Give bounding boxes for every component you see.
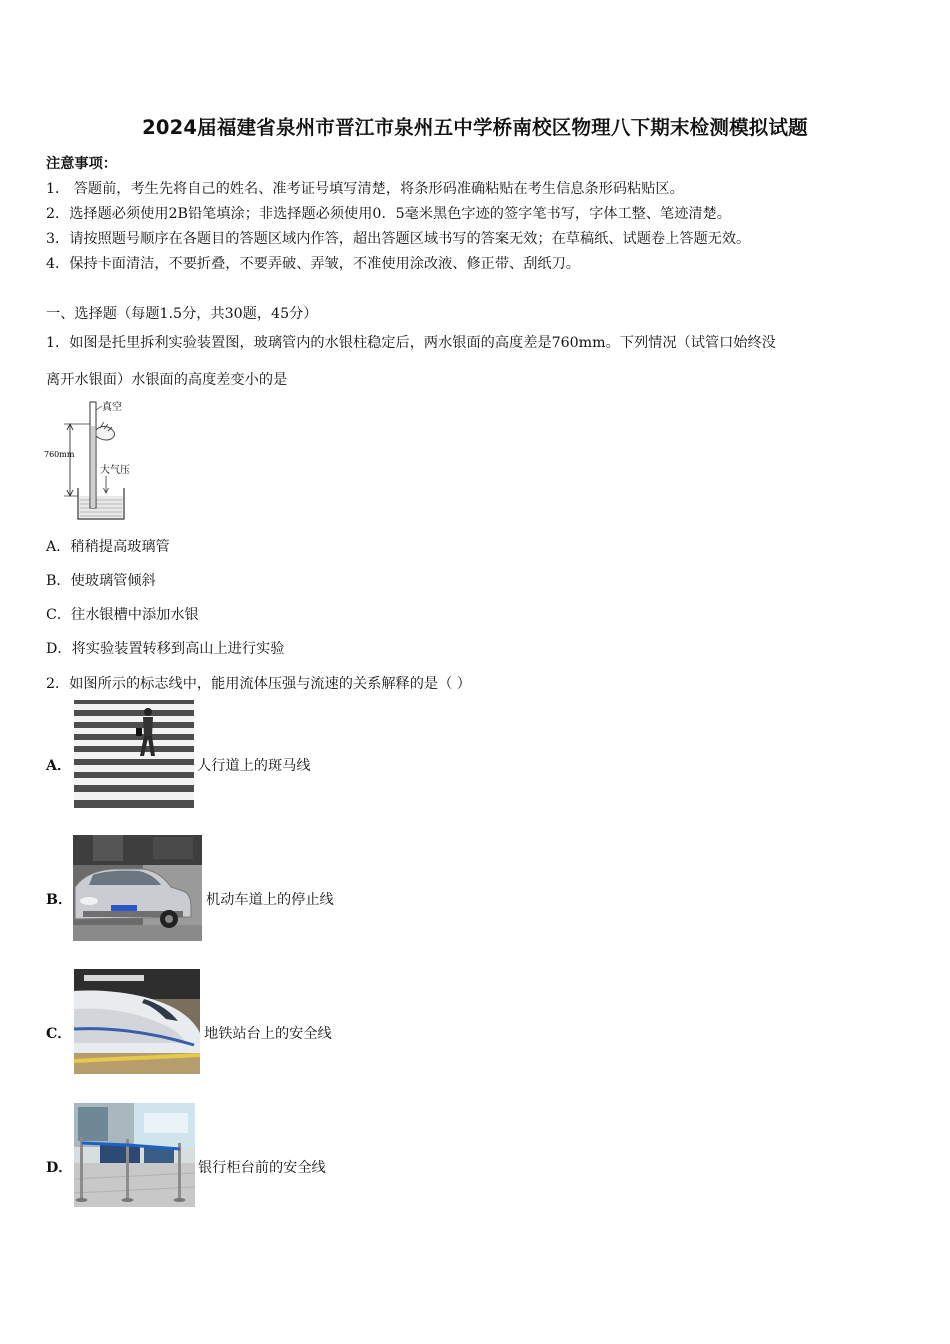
bank-counter-photo bbox=[74, 1103, 195, 1207]
q1-option-b: B．使玻璃管倾斜 bbox=[46, 573, 156, 589]
torricelli-figure bbox=[44, 396, 140, 522]
question-1-stem: 1．如图是托里拆利实验装置图，玻璃管内的水银柱稳定后，两水银面的高度差是760mm。下列情况（试管口始终没 bbox=[46, 335, 776, 351]
q2-option-b-text: 机动车道上的停止线 bbox=[206, 892, 334, 908]
car-stop-line-photo bbox=[73, 835, 202, 941]
q1-option-a: A．稍稍提高玻璃管 bbox=[46, 539, 170, 555]
q2-option-c-text: 地铁站台上的安全线 bbox=[204, 1026, 332, 1042]
train-platform-photo bbox=[74, 969, 200, 1074]
q2-option-a-label: A． bbox=[46, 758, 72, 774]
figure-label-pressure: 大气压 bbox=[100, 465, 130, 476]
q2-option-c-label: C． bbox=[46, 1026, 72, 1042]
question-1-stem-cont: 离开水银面）水银面的高度差变小的是 bbox=[46, 372, 288, 388]
q2-option-a-text: 人行道上的斑马线 bbox=[197, 758, 311, 774]
notice-item: 2．选择题必须使用2B铅笔填涂；非选择题必须使用0．5毫米黑色字迹的签字笔书写，字体工整、笔迹清楚。 bbox=[46, 206, 731, 222]
q1-option-d: D．将实验装置转移到高山上进行实验 bbox=[46, 641, 285, 657]
question-2-stem: 2．如图所示的标志线中，能用流体压强与流速的关系解释的是（ ） bbox=[46, 676, 471, 692]
figure-label-vacuum: 真空 bbox=[102, 402, 122, 413]
q2-option-d-label: D． bbox=[46, 1160, 73, 1176]
page-title: 2024届福建省泉州市晋江市泉州五中学桥南校区物理八下期末检测模拟试题 bbox=[142, 116, 808, 139]
notice-item: 1． 答题前，考生先将自己的姓名、准考证号填写清楚，将条形码准确粘贴在考生信息条形码粘贴区。 bbox=[46, 181, 684, 197]
notice-item: 4．保持卡面清洁，不要折叠，不要弄破、弄皱，不准使用涂改液、修正带、刮纸刀。 bbox=[46, 256, 580, 272]
q1-option-c: C．往水银槽中添加水银 bbox=[46, 607, 199, 623]
zebra-crossing-photo bbox=[74, 700, 194, 808]
q2-option-d-text: 银行柜台前的安全线 bbox=[198, 1160, 326, 1176]
figure-label-height: 760mm bbox=[44, 450, 75, 459]
notice-heading: 注意事项： bbox=[46, 156, 117, 172]
section-heading: 一、选择题（每题1.5分，共30题，45分） bbox=[46, 306, 318, 322]
q2-option-b-label: B． bbox=[46, 892, 73, 908]
notice-item: 3．请按照题号顺序在各题目的答题区域内作答，超出答题区域书写的答案无效；在草稿纸、试题卷上答题无效。 bbox=[46, 231, 751, 247]
